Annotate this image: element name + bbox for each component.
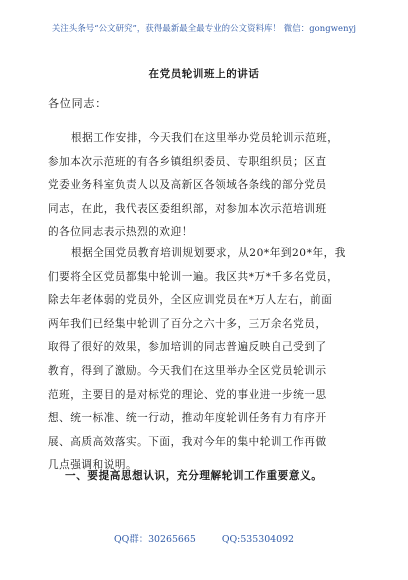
paragraph-line: 党委业务科室负责人以及高新区各领域各条线的部分党员 <box>48 179 327 192</box>
footer <box>0 531 408 545</box>
header-banner: 关注头条号“公文研究”，获得最新最全最专业的公文资料库！ 微信：gongwenyj <box>51 23 357 33</box>
footer-qq-group: QQ群：30265665 <box>113 534 196 545</box>
paragraph-line: 范班，主要目的是对标党的理论、党的事业进一步统一思 <box>48 388 327 401</box>
paragraph-line: 展、高质高效落实。下面，我对今年的集中轮训工作再做 <box>48 435 327 448</box>
paragraph-line: 同志，在此，我代表区委组织部，对参加本次示范培训班 <box>48 202 327 215</box>
paragraph-line: 参加本次示范班的有各乡镇组织委员、专职组织员；区直 <box>48 155 327 168</box>
paragraph-line: 几点强调和说明。 <box>48 459 138 472</box>
salutation: 各位同志： <box>48 97 107 110</box>
paragraph-2 <box>48 242 364 478</box>
paragraph-line: 想、统一标准、统一行动，推动年度轮训任务有力有序开 <box>48 412 327 425</box>
paragraph-line: 的各位同志表示热烈的欢迎！ <box>48 226 193 239</box>
paragraph-1 <box>48 127 364 245</box>
document-title: 在党员轮训班上的讲话 <box>148 68 260 80</box>
paragraph-line: 们要将全区党员都集中轮训一遍。我区共*万*千多名党员， <box>48 270 339 283</box>
section-heading: 一、要提高思想认识，充分理解轮训工作重要意义。 <box>65 470 323 482</box>
paragraph-line: 除去年老体弱的党员外，全区应训党员在*万人左右，前面 <box>48 294 333 307</box>
paragraph-line: 根据工作安排，今天我们在这里举办党员轮训示范班， <box>71 132 339 144</box>
footer-qq-contact: QQ:535304092 <box>221 534 295 545</box>
paragraph-line: 教育，得到了激励。今天我们在这里举办全区党员轮训示 <box>48 364 327 377</box>
paragraph-line: 两年我们已经集中轮训了百分之六十多，三万余名党员， <box>48 317 327 330</box>
paragraph-line: 根据全国党员教育培训规划要求，从20*年到20*年，我 <box>71 247 346 259</box>
paragraph-line: 取得了很好的效果，参加培训的同志普遍反映自己受到了 <box>48 341 327 354</box>
